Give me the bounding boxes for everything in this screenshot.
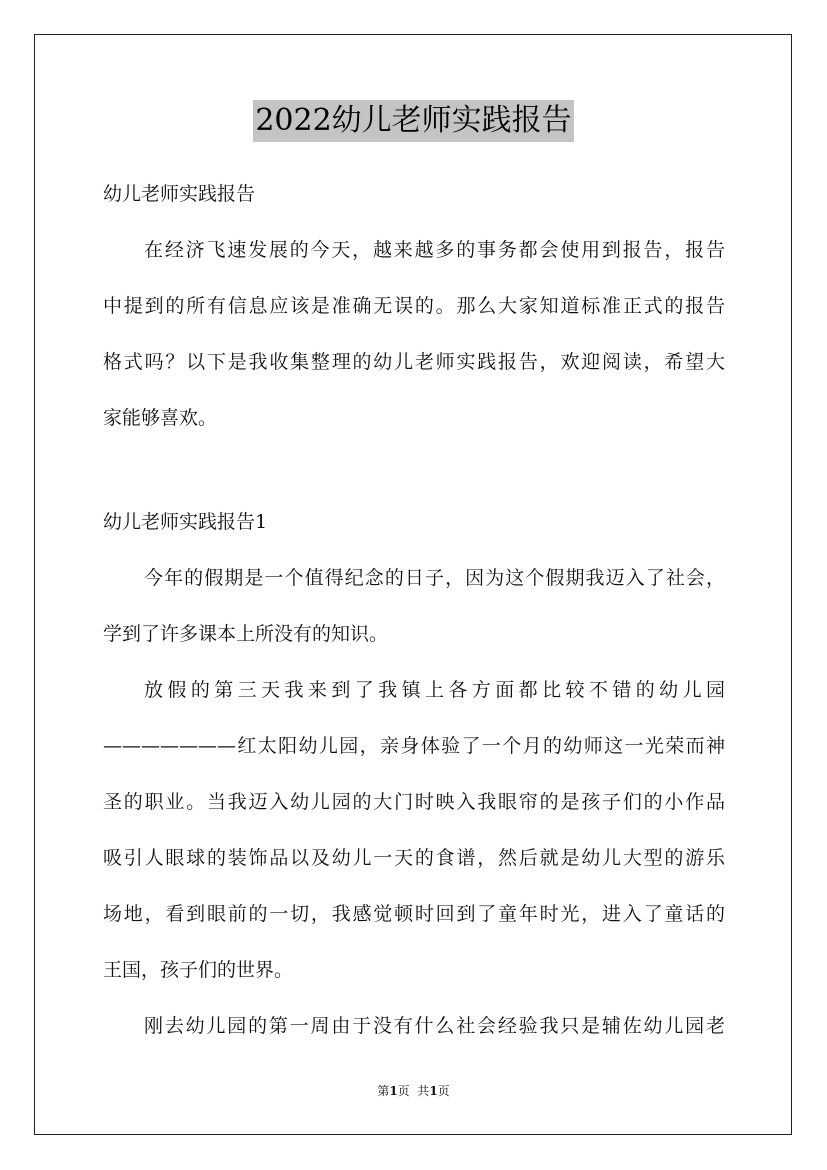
body-line: 圣的职业。当我迈入幼儿园的大门时映入我眼帘的是孩子们的小作品 — [103, 791, 725, 813]
page-suffix: 页 — [437, 1084, 450, 1098]
document-body — [103, 172, 725, 1060]
body-line: 格式吗？以下是我收集整理的幼儿老师实践报告，欢迎阅读，希望大 — [103, 351, 725, 373]
body-line: 学到了许多课本上所没有的知识。 — [103, 623, 389, 645]
body-line: 放假的第三天我来到了我镇上各方面都比较不错的幼儿园 — [144, 679, 725, 701]
current-page-number: 1 — [389, 1084, 398, 1098]
paragraph-gap — [103, 452, 725, 500]
body-line: 中提到的所有信息应该是准确无误的。那么大家知道标准正式的报告 — [103, 295, 725, 317]
body-line: 场地，看到眼前的一切，我感觉顿时回到了童年时光，进入了童话的 — [103, 903, 725, 925]
body-line: 在经济飞速发展的今天，越来越多的事务都会使用到报告，报告 — [144, 239, 725, 261]
body-line: 家能够喜欢。 — [103, 407, 218, 429]
body-line: 幼儿老师实践报告 — [103, 183, 256, 205]
page-footer — [0, 1083, 827, 1099]
body-line: ———————红太阳幼儿园，亲身体验了一个月的幼师这一光荣而神 — [103, 735, 725, 757]
section-heading: 幼儿老师实践报告1 — [103, 511, 268, 533]
page-mid-text: 页 共 — [397, 1084, 430, 1098]
total-page-number: 1 — [429, 1084, 438, 1098]
body-line: 今年的假期是一个值得纪念的日子，因为这个假期我迈入了社会， — [144, 567, 725, 589]
body-line: 刚去幼儿园的第一周由于没有什么社会经验我只是辅佐幼儿园老 — [144, 1015, 725, 1037]
document-title: 2022幼儿老师实践报告 — [253, 100, 573, 142]
page-prefix: 第 — [377, 1084, 390, 1098]
title-area — [0, 100, 827, 142]
body-line: 吸引人眼球的装饰品以及幼儿一天的食谱，然后就是幼儿大型的游乐 — [103, 847, 725, 869]
body-line: 王国，孩子们的世界。 — [103, 959, 294, 981]
